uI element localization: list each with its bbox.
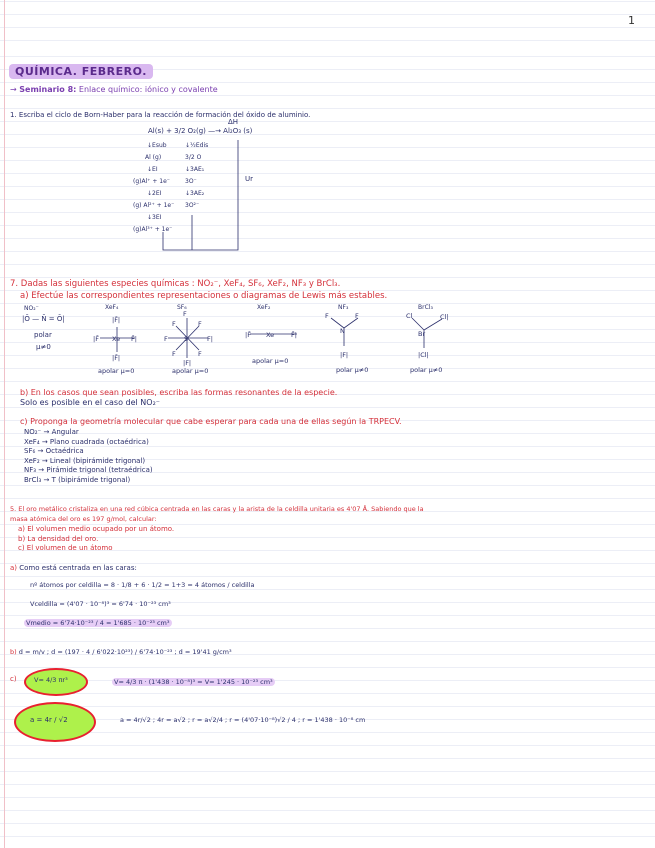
geometry-list [24,428,153,486]
page-number: 1 [628,14,635,27]
q5-items: a) El volumen medio ocupado por un átomo. b) La densidad del oro. c) El volumen de un átomo [18,525,175,553]
q1-left-steps: ↓Esub Al (g) ↓EI (g)Al⁺ + 1e⁻ ↓2EI (g) Al²⁺ + 1e⁻ ↓3EI (g)Al³⁺ + 1e⁻ [133,142,175,233]
species-no2: NO₂⁻ [24,305,39,312]
q1-statement: 1. Escriba el ciclo de Born-Haber para la reacción de formación del óxido de aluminio. [10,111,311,119]
svg-text:F: F [355,312,359,320]
geometry-item: SF₆ → Octaédrica [24,447,84,456]
svg-text:F: F [172,320,176,328]
svg-text:F: F [183,310,187,318]
q1-reaction: Al(s) + 3/2 O₂(g) —→ Al₂O₃ (s) [148,127,253,135]
atom-volume: V= 4/3 π · (1'438 · 10⁻⁸)³ = V= 1'245 · 10⁻²³ cm³ [114,678,273,686]
species-xef2: XeF₂ [257,304,271,311]
q1-dh: ΔH [228,118,239,126]
svg-text:|F̄|: |F̄| [112,354,121,362]
q5-a: a) Como está centrada en las caras: [10,564,137,572]
q2-b: b) En los casos que sean posibles, escriba las formas resonantes de la especie. [20,388,338,397]
q1-ur: Ur [245,175,254,183]
q5-statement-2: masa atómica del oro es 197 g/mol, calcular: [10,515,157,523]
svg-text:Cl|: Cl| [440,313,449,321]
sf6-label: apolar μ=0 [172,367,209,375]
svg-text:F: F [325,312,329,320]
xef2-label: apolar μ=0 [252,357,289,365]
page-title: QUÍMICA. FEBRERO. [9,64,153,79]
mean-volume: Vmedio = 6'74·10⁻²³ / 4 = 1'685 · 10⁻²³ cm³ [26,619,170,627]
edge-formula: a = 4r / √2 [30,716,68,724]
radius-derivation: a = 4r/√2 ; 4r = a√2 ; r = a√2/4 ; r = (4'07·10⁻⁸)√2 / 4 ; r = 1'438 · 10⁻⁸ cm [120,716,366,724]
svg-text:Xe: Xe [266,331,275,339]
species-sf6: SF₆ [177,304,187,311]
svg-text:|F̄|: |F̄| [112,316,121,324]
geometry-item: NF₃ → Pirámide trigonal (tetraédrica) [24,466,153,475]
no2-polar: polar [34,331,52,339]
svg-text:F|: F| [207,335,213,343]
svg-text:|Cl|: |Cl| [418,351,429,359]
geometry-item: XeF₄ → Plano cuadrada (octaédrica) [24,437,149,446]
svg-text:Cl: Cl [406,312,413,320]
brcl3-label: polar μ≠0 [410,366,443,374]
q1-mid-steps: ↓½Edis 3/2 O ↓3AE₁ 3O⁻ ↓3AE₂ 3O²⁻ [185,142,209,209]
svg-text:F: F [198,320,202,328]
species-xef4: XeF₄ [105,304,119,311]
svg-text:F: F [198,350,202,358]
svg-text:N: N [340,327,345,335]
svg-text:|F̄: |F̄ [93,335,99,343]
seminar-topic: Enlace químico: iónico y covalente [78,85,218,94]
q5-c-label: c) [10,675,17,683]
svg-text:F̄|: F̄| [131,335,137,343]
q2-c: c) Proponga la geometría molecular que cabe esperar para cada una de ellas según la TRPECV. [20,417,402,426]
q5-statement-1: 5. El oro metálico cristaliza en una red cúbica centrada en las caras y la arista de la celdilla unitaria es 4'07 Å. Sabiendo que la [10,505,424,513]
svg-text:F̄|: F̄| [291,331,297,339]
q2-a: a) Efectúe las correspondientes representaciones o diagramas de Lewis más estables. [20,291,388,301]
q2-statement: 7. Dadas las siguientes especies químicas : NO₂⁻, XeF₄, SF₆, XeF₂, NF₃ y BrCl₃. [10,279,341,289]
svg-text:|F|: |F| [340,351,349,359]
nf3-label: polar μ≠0 [336,366,369,374]
sphere-formula: V= 4/3 πr³ [34,676,68,684]
svg-text:|F|: |F| [183,359,192,367]
arrow-icon: → [10,85,17,94]
svg-text:F: F [172,350,176,358]
no2-mu: μ≠0 [36,343,51,351]
svg-text:Br: Br [418,330,426,338]
xef4-label: apolar μ=0 [98,367,135,375]
svg-text:S: S [184,335,189,343]
svg-text:F: F [164,335,168,343]
species-brcl3: BrCl₃ [418,304,433,311]
cell-volume: Vceldilla = (4'07 · 10⁻⁸)³ = 6'74 · 10⁻²³ cm³ [30,600,171,608]
geometry-item: XeF₂ → Lineal (bipirámide trigonal) [24,456,146,465]
geometry-item: BrCl₃ → T (bipirámide trigonal) [24,475,131,484]
q5-b: b) d = m/v ; d = (197 · 4 / 6'022·10²³) / 6'74·10⁻²³ ; d = 19'41 g/cm³ [10,648,232,656]
q2-b-answer: Solo es posible en el caso del NO₂⁻ [20,398,160,407]
no2-lewis: |Ō — N̄ = Ō| [22,315,65,323]
atoms-per-cell: nº átomos por celdilla = 8 · 1/8 + 6 · 1/2 = 1+3 = 4 átomos / celdilla [30,581,255,589]
seminar-label: Seminario 8: [19,85,77,94]
geometry-item: NO₂⁻ → Angular [24,428,79,436]
svg-text:|F̄: |F̄ [245,331,251,339]
svg-text:Xe: Xe [112,335,121,343]
species-nf3: NF₃ [338,304,349,311]
